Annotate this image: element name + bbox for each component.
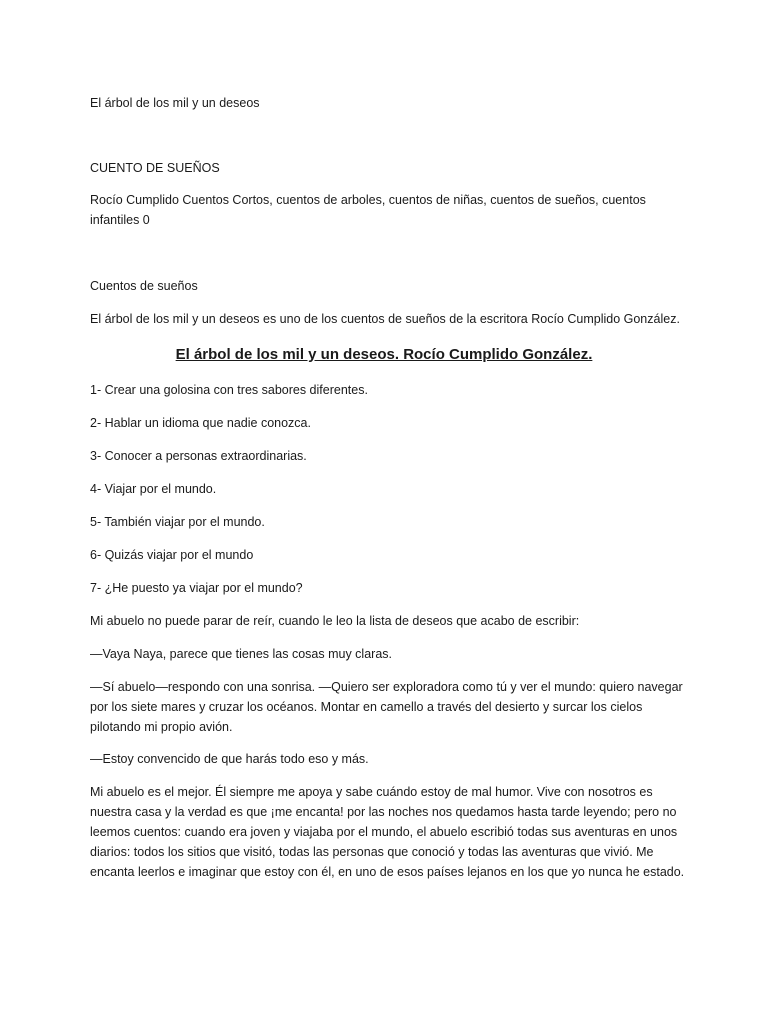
wish-item-3: 3- Conocer a personas extraordinarias.: [90, 449, 307, 463]
document-title: El árbol de los mil y un deseos: [90, 96, 260, 110]
story-heading: El árbol de los mil y un deseos. Rocío Cumplido González.: [175, 346, 593, 363]
wish-item-4: 4- Viajar por el mundo.: [90, 482, 217, 496]
wish-item-7: 7- ¿He puesto ya viajar por el mundo?: [90, 581, 303, 595]
wish-item-6: 6- Quizás viajar por el mundo: [90, 548, 254, 562]
story-paragraph-2: —Vaya Naya, parece que tienes las cosas muy claras.: [90, 647, 392, 661]
story-paragraph-1: Mi abuelo no puede parar de reír, cuando le leo la lista de deseos que acabo de escribir:: [90, 614, 580, 628]
wish-item-5: 5- También viajar por el mundo.: [90, 515, 265, 529]
story-paragraph-5: Mi abuelo es el mejor. Él siempre me apoya y sabe cuándo estoy de mal humor. Vive con nosotros es nuestra casa y la verdad es que ¡me encanta! por las noches nos quedamos hasta tarde leyendo; pero no leemos cuentos: cuando era joven y viajaba por el mundo, el abuelo escribió todas sus aventuras en unos diarios: todos los sitios que visitó, todas las personas que conoció y todas las aventuras que vivió. Me encanta leerlos e imaginar que estoy con él, en uno de esos países lejanos en los que yo nunca he estado.: [90, 785, 685, 879]
wish-item-1: 1- Crear una golosina con tres sabores diferentes.: [90, 383, 368, 397]
tags-line: Rocío Cumplido Cuentos Cortos, cuentos de arboles, cuentos de niñas, cuentos de sueños, cuentos infantiles 0: [90, 193, 646, 227]
story-paragraph-3: —Sí abuelo—respondo con una sonrisa. —Quiero ser exploradora como tú y ver el mundo: quiero navegar por los siete mares y cruzar los océanos. Montar en camello a través del desierto y surcar los cielos pilotando mi propio avión.: [90, 680, 683, 734]
category-label: Cuentos de sueños: [90, 279, 198, 293]
intro-paragraph: El árbol de los mil y un deseos es uno de los cuentos de sueños de la escritora Rocío Cumplido González.: [90, 312, 680, 326]
section-label: CUENTO DE SUEÑOS: [90, 161, 220, 175]
story-paragraph-4: —Estoy convencido de que harás todo eso y más.: [90, 752, 369, 766]
wish-item-2: 2- Hablar un idioma que nadie conozca.: [90, 416, 311, 430]
